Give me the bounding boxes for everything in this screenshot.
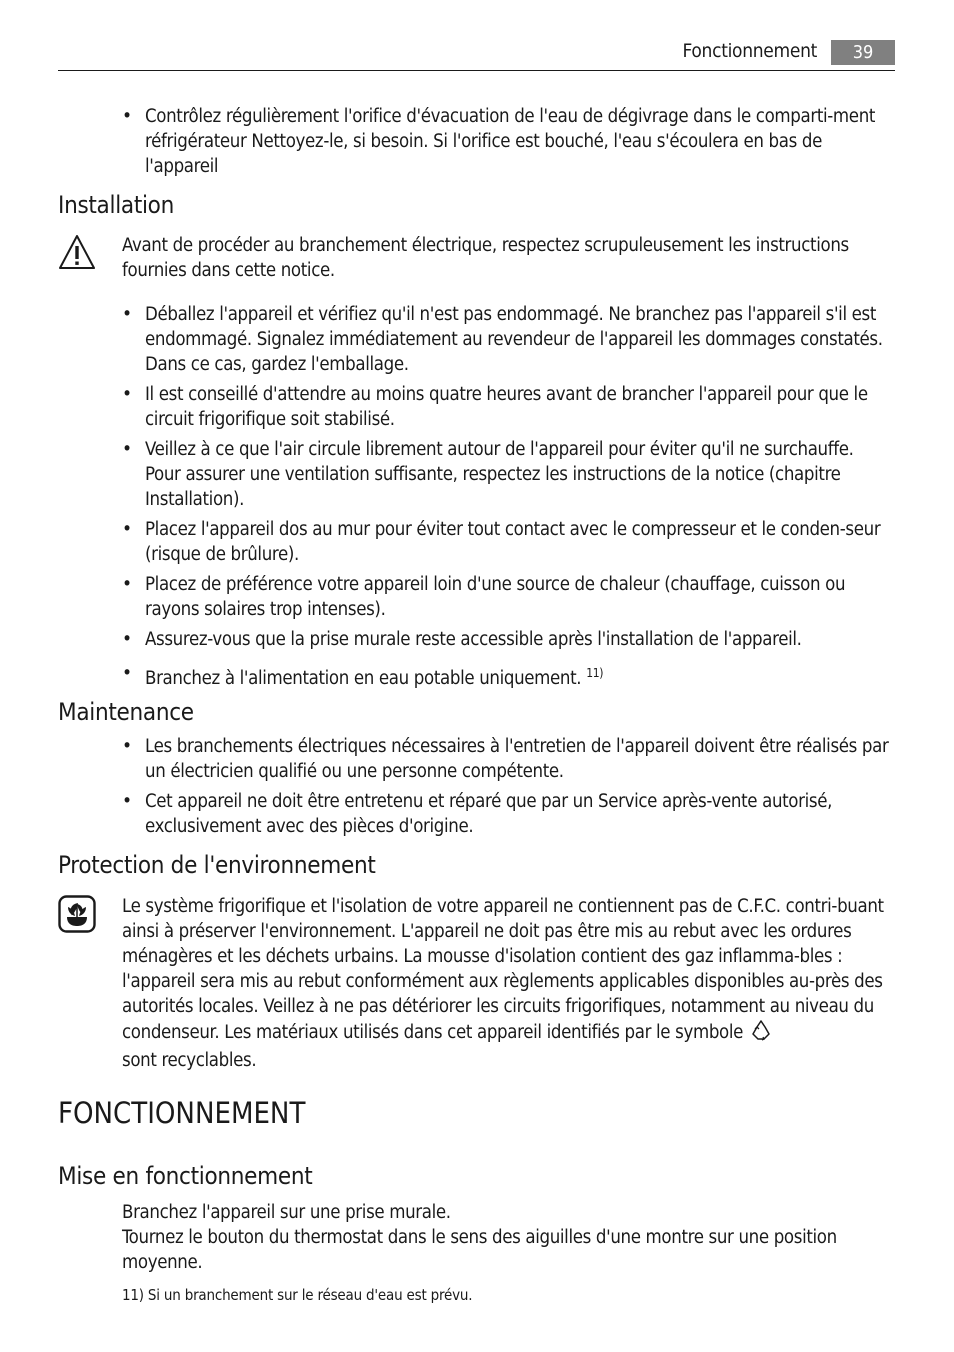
- list-item-text: • Contrôlez régulièrement l'orifice d'évacuation de l'eau de dégivrage dans le comparti-ment réfrigérateur Nettoyez-le, si besoin. Si l'orifice est bouché, l'eau s'écoulera en bas de l'appareil: [145, 106, 876, 177]
- instruction-line-2: Tournez le bouton du thermostat dans le sens des aiguilles d'une montre sur une position moyenne.: [122, 1227, 837, 1273]
- section-title-environment: Protection de l'environnement: [58, 851, 376, 879]
- list-item-text: • Placez de préférence votre appareil loin d'une source de chaleur (chauffage, cuisson ou rayons solaires trop intenses).: [145, 574, 846, 620]
- footnote-ref: 11): [586, 666, 604, 680]
- section-title-mise-en-fonctionnement: Mise en fonctionnement: [58, 1162, 313, 1190]
- section-title-installation: Installation: [58, 191, 174, 219]
- list-item: [122, 572, 890, 622]
- warning-icon: [58, 233, 96, 275]
- chapter-title: FONCTIONNEMENT: [58, 1096, 306, 1130]
- environment-icon: [58, 895, 96, 937]
- footnote: 11) Si un branchement sur le réseau d'eau est prévu.: [122, 1286, 473, 1304]
- list-item-text: • Les branchements électriques nécessaires à l'entretien de l'appareil doivent être réalisés par un électricien qualifié ou une personne compétente.: [145, 736, 889, 782]
- warning-text: Avant de procéder au branchement électrique, respectez scrupuleusement les instructions fournies dans cette notice.: [122, 235, 849, 281]
- list-item: [122, 104, 890, 179]
- environment-text: [122, 894, 895, 1073]
- list-item-text: • Assurez-vous que la prise murale reste accessible après l'installation de l'appareil.: [145, 629, 802, 650]
- list-item: [122, 382, 890, 432]
- environment-body: Le système frigorifique et l'isolation de votre appareil ne contiennent pas de C.F.C. contri-buant ainsi à préserver l'environnement. L'appareil ne doit pas être mis au rebut avec les ordures ménagères et les déchets urbains. La mousse d'isolation contient des gaz inflamma-bles : l'appareil sera mis au rebut conformément aux règlements applicables disponibles au-près des autorités locales. Veillez à ne pas détériorer les circuits frigorifiques, notamment au niveau du condenseur. Les matériaux utilisés dans cet appareil identifiés par le symbole: [122, 896, 884, 1043]
- list-item: [122, 302, 890, 377]
- list-item-text: • Placez l'appareil dos au mur pour éviter tout contact avec le compresseur et le conden-seur (risque de brûlure).: [145, 519, 881, 565]
- list-item: [122, 627, 890, 652]
- instruction-line-1: Branchez l'appareil sur une prise murale.: [122, 1202, 451, 1223]
- list-item-text: • Cet appareil ne doit être entretenu et réparé que par un Service après-vente autorisé, exclusivement avec des pièces d'origine.: [145, 791, 833, 837]
- list-item: [122, 789, 890, 839]
- list-item: [122, 734, 890, 784]
- page-number-badge: 39: [831, 40, 895, 65]
- header-rule: [58, 70, 895, 71]
- recycle-icon: [750, 1019, 772, 1048]
- list-item-text: • Déballez l'appareil et vérifiez qu'il n'est pas endommagé. Ne branchez pas l'appareil s'il est endommagé. Signalez immédiatement au revendeur de l'appareil les dommages constatés. Dans ce cas, gardez l'emballage.: [145, 304, 883, 375]
- list-item-text: • Veillez à ce que l'air circule librement autour de l'appareil pour éviter qu'il ne surchauffe. Pour assurer une ventilation suffisante, respectez les instructions de la notice (chapitre Installation).: [145, 439, 854, 510]
- header-section-title: Fonctionnement: [682, 40, 817, 62]
- environment-body-end: sont recyclables.: [122, 1050, 257, 1071]
- section-title-maintenance: Maintenance: [58, 698, 194, 726]
- list-item: [122, 517, 890, 567]
- list-item: [122, 437, 890, 512]
- list-item-text: Branchez à l'alimentation en eau potable uniquement.: [145, 668, 582, 689]
- list-item-text: • Il est conseillé d'attendre au moins quatre heures avant de brancher l'appareil pour que le circuit frigorifique soit stabilisé.: [145, 384, 868, 430]
- list-item: [122, 661, 890, 691]
